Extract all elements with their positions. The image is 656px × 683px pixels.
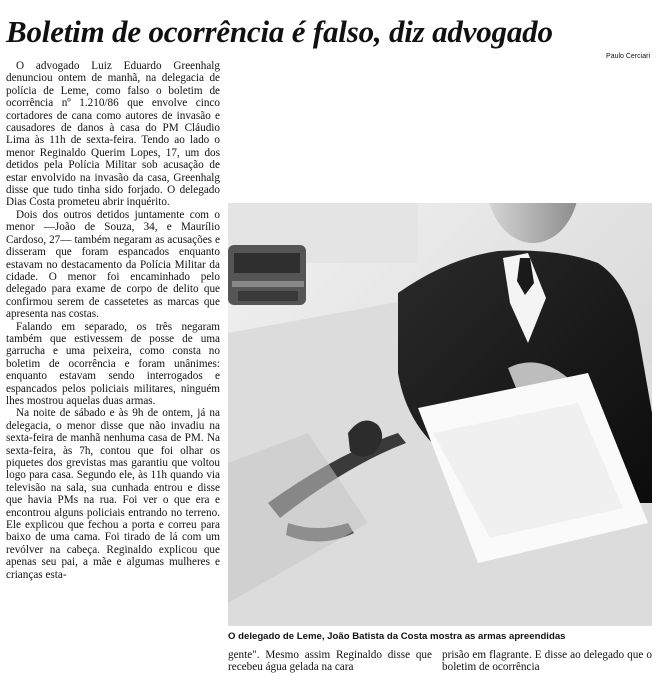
article-paragraph: gente". Mesmo assim Reginaldo disse que recebeu água gelada na cara [228,649,432,674]
photo-illustration [228,203,652,626]
article-paragraph: prisão em flagrante. E disse ao delegado que o boletim de ocorrência [442,649,652,674]
article-paragraph: O advogado Luiz Eduardo Greenhalg denunciou ontem de manhã, na delegacia de polícia de Leme, como falso o boletim de ocorrência nº 1.210/86 que envolve cinco cortadores de cana como autores de invasão e causadores de danos à casa do PM Cláudio Lima às 11h de sexta-feira. Tendo ao lado o menor Reginaldo Querim Lopes, 17, um dos detidos pela Polícia Militar sob acusação de estar envolvido na invasão da casa, Greenhalg disse que tudo tinha sido forjado. O delegado Dias Costa prometeu abrir inquérito. [6,60,220,209]
headline: Boletim de ocorrência é falso, diz advogado [6,14,553,49]
article-column-2 [228,649,432,683]
news-photo [228,203,652,626]
article-column-3 [442,649,652,683]
photo-caption: O delegado de Leme, João Batista da Costa mostra as armas apreendidas [228,631,566,642]
typewriter-shape [228,245,306,305]
article-body-column [6,60,220,683]
article-paragraph: Na noite de sábado e às 9h de ontem, já na delegacia, o menor disse que não invadiu na sexta-feira de manhã nenhuma casa de PM. Na sexta-feira, às 7h, contou que foi olhar os piquetes dos grevistas mas garantiu que voltou logo para casa. Segundo ele, às 11h quando via televisão na sala, sua cunhada entrou e disse que havia PMs na rua. Foi ver o que era e encontrou alguns policiais entrando no terreno. Ele explicou que fechou a porta e correu para baixo de uma cama. Foi tirado de lá com um revólver na cabeça. Reginaldo explicou que apenas seu pai, a mãe e algumas mulheres e crianças esta- [6,407,220,581]
article-paragraph: Falando em separado, os três negaram também que estivessem de posse de uma garrucha e uma peixeira, como consta no boletim de ocorrência e foram unânimes: enquanto estavam sendo interrogados e espancados pelos policiais militares, ninguém lhes mostrou aquelas duas armas. [6,320,220,407]
article-paragraph: Dois dos outros detidos juntamente com o menor —João de Souza, 34, e Maurílio Cardoso, 27— também negaram as acusações e disseram que foram espancados enquanto estavam no destacamento da Polícia Militar da cidade. O menor foi encaminhado pelo delegado para exame de corpo de delito que confirmou serem de cassetetes as marcas que apresenta nas costas. [6,208,220,321]
photo-credit: Paulo Cerciari [606,53,650,60]
